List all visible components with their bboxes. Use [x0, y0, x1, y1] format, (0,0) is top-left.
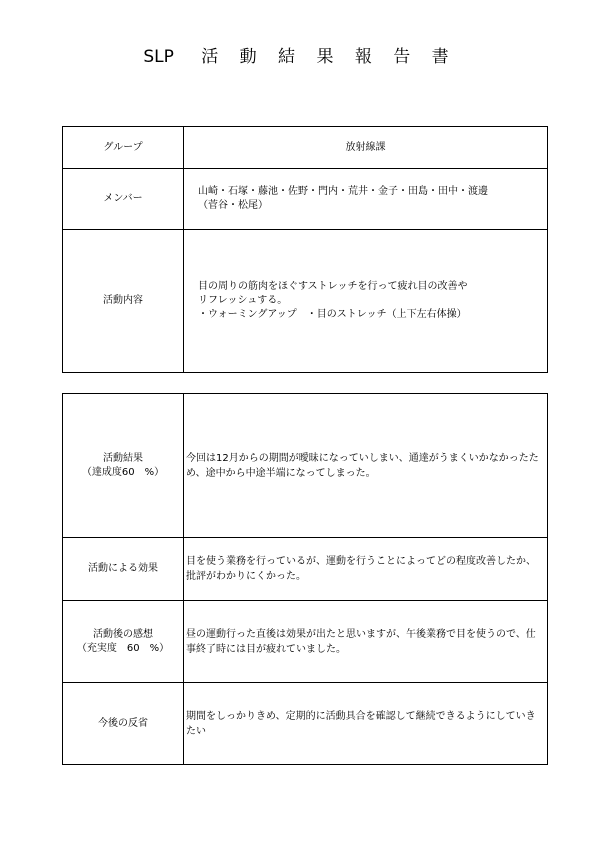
reflection-label: 今後の反省: [63, 683, 184, 765]
impression-row: [63, 601, 548, 683]
achievement-rate: （達成度60 %）: [81, 466, 165, 478]
content-row: [63, 230, 548, 373]
member-label: メンバー: [63, 169, 184, 230]
title-char: 活: [201, 47, 219, 67]
title-char: 結: [278, 47, 296, 67]
member-line: （菅谷・松尾）: [198, 200, 268, 211]
title-char: 告: [393, 47, 411, 67]
content-line: ・ウォーミングアップ ・目のストレッチ（上下左右体操）: [198, 309, 467, 320]
overview-table: [62, 126, 548, 373]
content-line: 目の周りの筋肉をほぐすストレッチを行って疲れ目の改善や: [198, 281, 468, 292]
title-prefix: SLP: [143, 47, 174, 67]
group-row: [63, 127, 548, 169]
title-char: 果: [316, 47, 334, 67]
result-row: [63, 394, 548, 538]
title-char: 報: [354, 47, 372, 67]
reflection-text: 期間をしっかりきめ、定期的に活動具合を確認して継続できるようにしていきたい: [184, 683, 548, 765]
title-char: 書: [431, 47, 449, 67]
impression-text: 昼の運動行った直後は効果が出たと思いますが、午後業務で目を使うので、仕事終了時には目が疲れていました。: [184, 601, 548, 683]
document-title: [0, 42, 600, 67]
result-label: 活動結果: [103, 452, 143, 464]
result-label-cell: [63, 394, 184, 538]
member-value: [184, 169, 548, 230]
impression-label: 活動後の感想: [93, 628, 153, 640]
impression-label-cell: [63, 601, 184, 683]
group-value: 放射線課: [184, 127, 548, 169]
title-char: 動: [239, 47, 257, 67]
member-row: [63, 169, 548, 230]
member-line: 山崎・石塚・藤池・佐野・門内・荒井・金子・田島・田中・渡邊: [198, 186, 488, 197]
effect-row: [63, 538, 548, 601]
result-text: 今回は12月からの期間が曖昧になっていしまい、通達がうまくいかなかったため、途中から中途半端になってしまった。: [184, 394, 548, 538]
content-line: リフレッシュする。: [198, 295, 288, 306]
effect-text: 目を使う業務を行っているが、運動を行うことによってどの程度改善したか、批評がわかりにくかった。: [184, 538, 548, 601]
group-label: グループ: [63, 127, 184, 169]
effect-label: 活動による効果: [63, 538, 184, 601]
content-value: [184, 230, 548, 373]
content-label: 活動内容: [63, 230, 184, 373]
satisfaction-rate: （充実度 60 %）: [76, 642, 170, 654]
results-table: [62, 393, 548, 765]
reflection-row: [63, 683, 548, 765]
